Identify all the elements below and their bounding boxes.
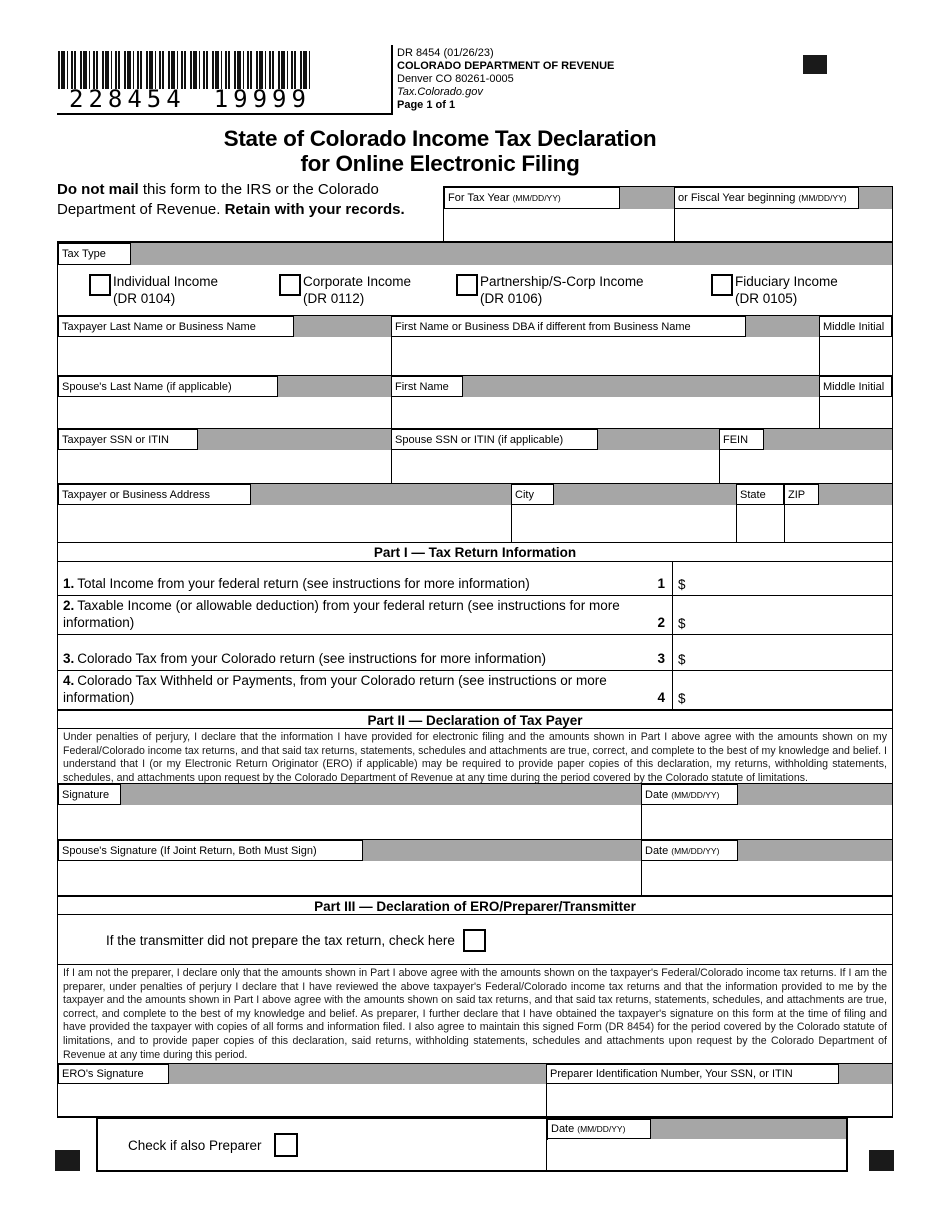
spouse-ssn-input[interactable] <box>392 450 718 483</box>
shade-strip <box>277 376 391 397</box>
spouse-middle-initial-label: Middle Initial <box>819 376 892 397</box>
date-format: (MM/DD/YY) <box>671 845 720 856</box>
barcode-digits-left: 228454 <box>69 85 186 113</box>
spouse-date-label: Date (MM/DD/YY) <box>641 840 738 861</box>
tax-year-input[interactable] <box>445 209 673 240</box>
shade-strip <box>737 784 892 805</box>
state-label: State <box>736 484 784 505</box>
signature-label: Signature <box>58 784 121 805</box>
tax-type-option-individual <box>89 274 218 307</box>
department-website: Tax.Colorado.gov <box>397 86 483 98</box>
part3-declaration: If I am not the preparer, I declare only that the amounts shown in Part I above agree with the amounts shown on the taxpayer's Federal/Colorado income tax returns. If I am the preparer, under penalties of perjury I declare that I have reviewed the above taxpayer's Federal/Colorado income tax returns and that the information provided to me by the taxpayer and the amounts shown in Part I above agree with the amounts shown on said tax returns, and that said tax returns, statements, schedules, and attachments are true, correct, and complete to the best of my knowledge and belief. As preparer, I further declare that I have obtained the taxpayer's signature on this form at the time of filing and have provided the taxpayer with copies of all forms and information filed. I also agree to maintain this signed Form (DR 8454) for the period covered by the Colorado statute of limitations, and to provide paper copies of this declaration, said returns, withholding statements, schedules and attachments upon request by the Colorado Department of Revenue at any time during this period. <box>58 965 892 1064</box>
barcode-box <box>57 45 393 115</box>
mail-warning-bold2: Retain with your records. <box>224 200 405 218</box>
signature-date-input[interactable] <box>642 805 892 839</box>
part1-header: Part I — Tax Return Information <box>58 543 892 562</box>
taxpayer-ssn-input[interactable] <box>58 450 390 483</box>
spouse-signature-unit <box>58 840 892 895</box>
line-number: 2 <box>657 614 665 630</box>
preparer-date-input[interactable] <box>548 1139 846 1170</box>
line-number: 1 <box>657 575 665 591</box>
barcode-digits <box>69 85 311 113</box>
shade-strip <box>168 1064 546 1084</box>
agency-header <box>397 47 614 112</box>
department-name: COLORADO DEPARTMENT OF REVENUE <box>397 60 615 72</box>
shade-strip <box>737 840 892 861</box>
transmitter-text: If the transmitter did not prepare the tax return, check here <box>106 933 455 948</box>
city-label: City <box>511 484 554 505</box>
spouse-last-name-input[interactable] <box>58 397 390 428</box>
part2-declaration: Under penalties of perjury, I declare that the information I have provided for electronic filing and the amounts shown in Part I above agree with the amounts shown on my Federal/Colorado income tax returns, and that said tax returns, statements, schedules and attachments are true, correct, and complete to the best of my knowledge and belief. I understand that I (or my Electronic Return Originator (ERO) if applicable) may be required to provide paper copies of this declaration, my returns, withholding statements, schedules, and attachments upon request by the Colorado Department of Revenue at any time during the period covered by the Colorado statute of limitations. <box>58 729 892 784</box>
part1-line3-amount[interactable] <box>673 635 892 670</box>
registration-mark-bottom-right <box>869 1150 894 1171</box>
fiscal-year-shade <box>858 187 892 209</box>
tax-year-format: (MM/DD/YY) <box>512 193 561 203</box>
part1-line2-desc <box>58 596 672 634</box>
line-text: Colorado Tax from your Colorado return (see instructions for more information) <box>77 650 546 666</box>
dollar-sign: $ <box>678 577 686 592</box>
also-preparer-text: Check if also Preparer <box>128 1137 262 1153</box>
line-text: Total Income from your federal return (see instructions for more information) <box>77 575 530 591</box>
dollar-sign: $ <box>678 616 686 631</box>
middle-initial-input[interactable] <box>820 337 892 375</box>
shade-strip <box>293 316 391 337</box>
tax-year-section <box>443 186 893 241</box>
form-title-line2: for Online Electronic Filing <box>300 151 580 176</box>
fiscal-year-label: or Fiscal Year beginning (MM/DD/YY) <box>674 187 859 209</box>
city-input[interactable] <box>512 505 735 542</box>
partnership-scorp-checkbox[interactable] <box>456 274 478 296</box>
taxpayer-ssn-label: Taxpayer SSN or ITIN <box>58 429 198 450</box>
signature-input[interactable] <box>58 805 640 839</box>
line-number: 4 <box>657 689 665 705</box>
line-number: 3 <box>657 650 665 666</box>
spouse-name-unit <box>58 376 892 429</box>
department-address: Denver CO 80261-0005 <box>397 73 514 85</box>
shade-strip <box>362 840 641 861</box>
part1-line2-amount[interactable] <box>673 596 892 634</box>
preparer-date-cell <box>546 1119 846 1170</box>
date-format: (MM/DD/YY) <box>671 789 720 800</box>
transmitter-row <box>58 915 892 965</box>
part3-header: Part III — Declaration of ERO/Preparer/Transmitter <box>58 895 892 915</box>
shade-strip <box>462 376 819 397</box>
shade-strip <box>120 784 641 805</box>
spouse-middle-initial-input[interactable] <box>820 397 892 428</box>
tax-type-options-row <box>58 265 892 316</box>
transmitter-checkbox[interactable] <box>463 929 486 952</box>
mail-warning-bold1: Do not mail <box>57 181 139 198</box>
mail-warning <box>57 180 449 219</box>
spouse-first-name-label: First Name <box>391 376 463 397</box>
dollar-sign: $ <box>678 652 686 667</box>
part1-line2-row <box>58 596 892 635</box>
taxpayer-name-unit <box>58 316 892 376</box>
individual-income-label: Individual Income (DR 0104) <box>113 274 219 306</box>
corporate-income-checkbox[interactable] <box>279 274 301 296</box>
address-unit <box>58 484 892 543</box>
part1-line1-desc <box>58 562 672 595</box>
tax-type-label: Tax Type <box>58 243 131 265</box>
ero-unit <box>58 1064 892 1116</box>
barcode <box>58 51 310 89</box>
ero-signature-input[interactable] <box>58 1084 545 1115</box>
shade-strip <box>838 1064 892 1084</box>
taxpayer-last-name-input[interactable] <box>58 337 390 375</box>
zip-input[interactable] <box>785 505 892 542</box>
address-label: Taxpayer or Business Address <box>58 484 251 505</box>
form-title-line1: State of Colorado Income Tax Declaration <box>223 126 657 151</box>
shade-strip <box>763 429 892 450</box>
spouse-last-name-label: Spouse's Last Name (if applicable) <box>58 376 278 397</box>
line-number-prefix: 1. <box>63 575 75 591</box>
tax-type-option-corporate <box>279 274 411 307</box>
ssn-unit <box>58 429 892 484</box>
tax-year-shade <box>619 187 674 209</box>
spouse-signature-label: Spouse's Signature (If Joint Return, Both Must Sign) <box>58 840 363 861</box>
corporate-income-label: Corporate Income (DR 0112) <box>303 274 412 306</box>
part1-line4-amount[interactable] <box>673 671 892 709</box>
part1-line3-desc <box>58 635 672 670</box>
preparer-bottom-box <box>96 1117 848 1172</box>
also-preparer-checkbox[interactable] <box>274 1133 298 1157</box>
line-text: Taxable Income (or allowable deduction) from your federal return (see instructions for more information) <box>63 598 620 630</box>
fiduciary-income-checkbox[interactable] <box>711 274 733 296</box>
first-name-dba-label: First Name or Business DBA if different from Business Name <box>391 316 746 337</box>
form-title <box>57 126 823 176</box>
registration-mark-top-right <box>803 55 827 74</box>
preparer-date-label: Date (MM/DD/YY) <box>547 1119 651 1139</box>
registration-mark-bottom-left <box>55 1150 80 1171</box>
barcode-digits-right: 19999 <box>213 85 311 113</box>
spouse-first-name-input[interactable] <box>392 397 818 428</box>
shade-strip <box>197 429 391 450</box>
dollar-sign: $ <box>678 691 686 706</box>
part1-line1-amount[interactable] <box>673 562 892 595</box>
shade-strip <box>818 484 892 505</box>
signature-unit <box>58 784 892 840</box>
form-id: DR 8454 (01/26/23) <box>397 47 494 59</box>
taxpayer-last-name-label: Taxpayer Last Name or Business Name <box>58 316 294 337</box>
date-label: Date (MM/DD/YY) <box>641 784 738 805</box>
individual-income-checkbox[interactable] <box>89 274 111 296</box>
form-table <box>57 241 893 1118</box>
ero-signature-label: ERO's Signature <box>58 1064 169 1084</box>
state-input[interactable] <box>737 505 783 542</box>
middle-initial-label: Middle Initial <box>819 316 892 337</box>
line-number-prefix: 3. <box>63 650 75 666</box>
line-text: Colorado Tax Withheld or Payments, from your Colorado return (see instructions or more information) <box>63 673 607 705</box>
tax-year-label: For Tax Year (MM/DD/YY) <box>444 187 620 209</box>
part1-line4-row <box>58 671 892 709</box>
fiscal-year-input[interactable] <box>675 209 892 240</box>
fiscal-year-format: (MM/DD/YY) <box>798 193 847 203</box>
part1-line4-desc <box>58 671 672 709</box>
line-number-prefix: 4. <box>63 673 75 688</box>
part1-line1-row <box>58 562 892 596</box>
shade-strip <box>250 484 511 505</box>
page-indicator: Page 1 of 1 <box>397 99 456 111</box>
tax-type-option-fiduciary <box>711 274 838 307</box>
preparer-id-input[interactable] <box>547 1084 892 1115</box>
tax-type-bar <box>58 243 892 265</box>
tax-type-option-partnership <box>456 274 644 307</box>
zip-label: ZIP <box>784 484 819 505</box>
transmitter-line <box>106 929 486 952</box>
first-name-dba-input[interactable] <box>392 337 818 375</box>
mail-warning-middle: this form to the IRS or the Colorado Department of Revenue. <box>57 181 379 218</box>
shade-strip <box>597 429 719 450</box>
also-preparer-line <box>128 1133 298 1157</box>
spouse-date-input[interactable] <box>642 861 892 894</box>
shade-strip <box>745 316 819 337</box>
fein-label: FEIN <box>719 429 764 450</box>
partnership-scorp-label: Partnership/S-Corp Income (DR 0106) <box>480 274 644 306</box>
address-input[interactable] <box>58 505 510 542</box>
shade-strip <box>553 484 736 505</box>
line-number-prefix: 2. <box>63 598 75 613</box>
part2-header: Part II — Declaration of Tax Payer <box>58 709 892 729</box>
fiduciary-income-label: Fiduciary Income (DR 0105) <box>735 274 838 306</box>
part1-line3-row <box>58 635 892 671</box>
spouse-signature-input[interactable] <box>58 861 640 894</box>
preparer-id-label: Preparer Identification Number, Your SSN, or ITIN <box>546 1064 839 1084</box>
fein-input[interactable] <box>720 450 892 483</box>
spouse-ssn-label: Spouse SSN or ITIN (if applicable) <box>391 429 598 450</box>
date-format: (MM/DD/YY) <box>577 1124 626 1134</box>
